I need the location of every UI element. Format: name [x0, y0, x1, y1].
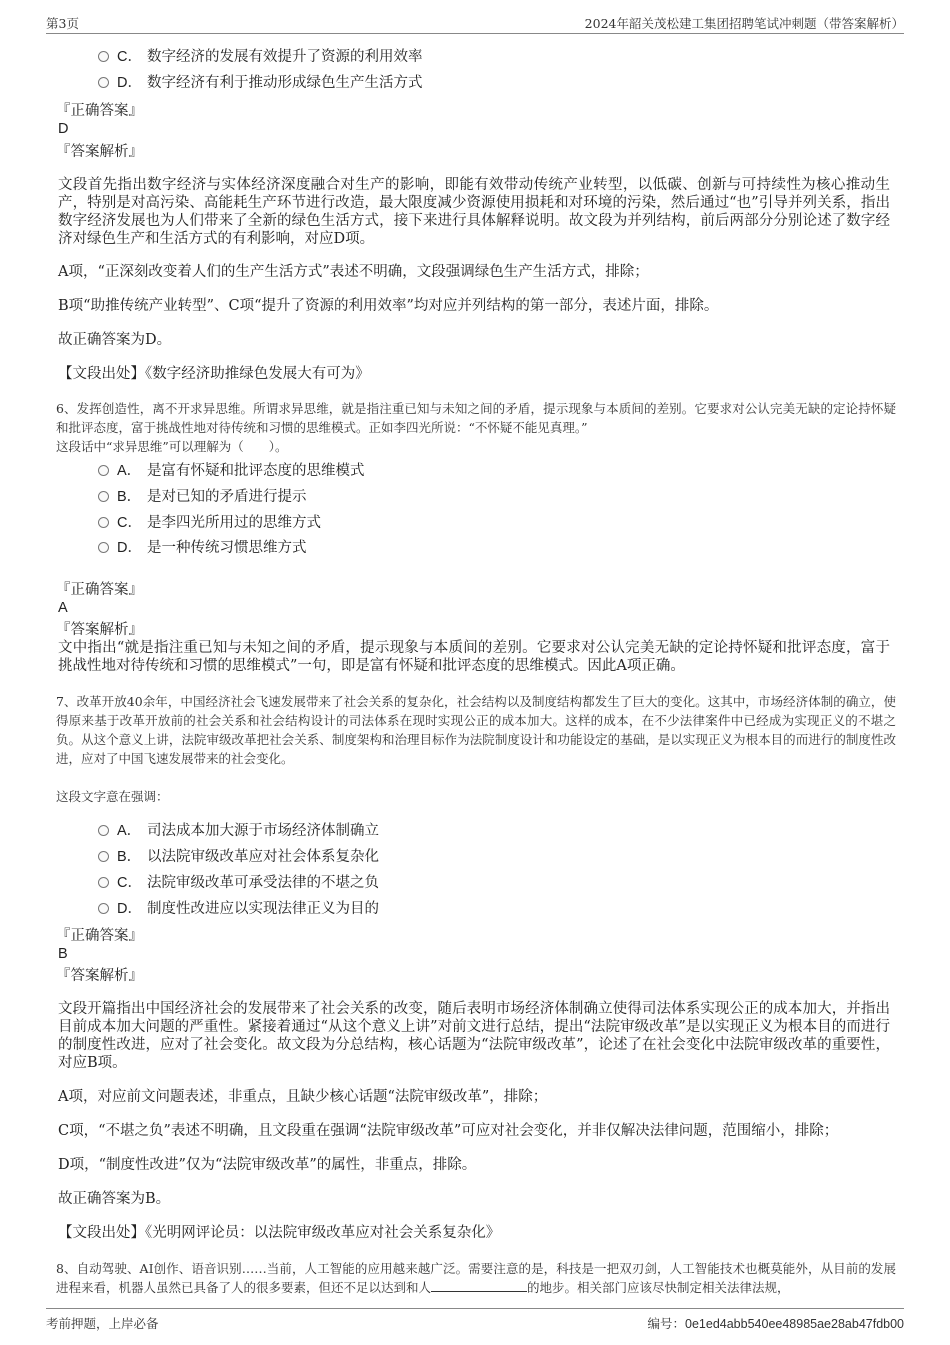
- fill-blank[interactable]: [431, 1280, 527, 1292]
- q5-analysis-line: B项“助推传统产业转型”、C项“提升了资源的利用效率”均对应并列结构的第一部分，表述片面，排除。: [58, 298, 719, 314]
- radio-icon[interactable]: [98, 851, 109, 862]
- q7-analysis-line: D项，“制度性改进”仅为“法院审级改革”的属性，非重点，排除。: [58, 1157, 477, 1173]
- q7-question-prompt: 这段文字意在强调：: [56, 789, 169, 804]
- q5-option-d[interactable]: D． 数字经济有利于推动形成绿色生产生活方式: [98, 72, 423, 94]
- q6-answer-label: 『正确答案』: [56, 582, 143, 598]
- q5-answer: D: [58, 121, 69, 137]
- q6-analysis-label: 『答案解析』: [56, 622, 143, 638]
- q5-analysis-line: A项，“正深刻改变着人们的生产生活方式”表述不明确，文段强调绿色生产生活方式，排除；: [58, 264, 649, 280]
- q6-question: 6、发挥创造性，离不开求异思维。所谓求异思维，就是指注重已知与未知之间的矛盾，提示现象与本质间的差别。它要求对公认完美无缺的定论持怀疑和批评态度，富于挑战性地对待传统和习惯的思维模式。正如李四光所说：“不怀疑不能见真理。” 这段话中“求异思维”可以理解为（ ）。: [56, 401, 896, 454]
- q7-option-b[interactable]: B． 以法院审级改革应对社会体系复杂化: [98, 846, 379, 868]
- q8-question: 8、自动驾驶、AI创作、语音识别……当前，人工智能的应用越来越广泛。需要注意的是，科技是一把双刃剑，人工智能技术也概莫能外，从目前的发展进程来看，机器人虽然已具备了人的很多要素，但还不足以达到和人 的地步。相关部门应该尽快制定相关法律法规，: [56, 1261, 896, 1295]
- q6-option-c[interactable]: C． 是李四光所用过的思维方式: [98, 512, 321, 534]
- q7-answer: B: [58, 946, 68, 962]
- q5-analysis-label: 『答案解析』: [56, 144, 143, 160]
- radio-icon[interactable]: [98, 903, 109, 914]
- footer-slogan: 考前押题，上岸必备: [46, 1316, 159, 1331]
- q7-option-c[interactable]: C． 法院审级改革可承受法律的不堪之负: [98, 872, 379, 894]
- q6-option-d[interactable]: D． 是一种传统习惯思维方式: [98, 537, 307, 559]
- radio-icon[interactable]: [98, 542, 109, 553]
- page-header: [46, 12, 904, 34]
- radio-icon[interactable]: [98, 517, 109, 528]
- q7-analysis-line: 故正确答案为B。: [58, 1191, 171, 1207]
- radio-icon[interactable]: [98, 51, 109, 62]
- radio-icon[interactable]: [98, 77, 109, 88]
- radio-icon[interactable]: [98, 465, 109, 476]
- q7-option-a[interactable]: A． 司法成本加大源于市场经济体制确立: [98, 820, 379, 842]
- q7-option-d[interactable]: D． 制度性改进应以实现法律正义为目的: [98, 898, 379, 920]
- q7-source: 【文段出处】《光明网评论员：以法院审级改革应对社会关系复杂化》: [58, 1225, 501, 1241]
- page-number: 第3页: [46, 16, 79, 31]
- q6-answer: A: [58, 600, 68, 616]
- q7-answer-label: 『正确答案』: [56, 928, 143, 944]
- radio-icon[interactable]: [98, 825, 109, 836]
- q6-option-b[interactable]: B． 是对已知的矛盾进行提示: [98, 486, 307, 508]
- q5-analysis: 文段首先指出数字经济与实体经济深度融合对生产的影响，即能有效带动传统产业转型，以低碳、创新与可持续性为核心推动生产，特别是对高污染、高能耗生产环节进行改造，最大限度减少资源使用损耗和对环境的污染，然后通过“也”引导并列关系，指出数字经济发展也为人们带来了全新的绿色生活方式，接下来进行具体解释说明。故文段为并列结构，前后两部分分别论述了数字经济对绿色生产和生活方式的有利影响，对应D项。: [58, 177, 890, 247]
- q5-source: 【文段出处】《数字经济助推绿色发展大有可为》: [58, 366, 370, 382]
- q6-option-a[interactable]: A． 是富有怀疑和批评态度的思维模式: [98, 460, 365, 482]
- q7-analysis-line: C项，“不堪之负”表述不明确，且文段重在强调“法院审级改革”可应对社会变化，并非仅解决法律问题，范围缩小，排除；: [58, 1123, 839, 1139]
- q7-analysis: 文段开篇指出中国经济社会的发展带来了社会关系的改变，随后表明市场经济体制确立使得司法体系实现公正的成本加大，并指出目前成本加大问题的严重性。紧接着通过“从这个意义上讲”对前文进行总结，提出“法院审级改革”是以实现正义为根本目的而进行的制度性改进，应对了社会变化。故文段为分总结构，核心话题为“法院审级改革”，论述了在社会变化中法院审级改革的重要性，对应B项。: [58, 1001, 890, 1071]
- q5-analysis-line: 故正确答案为D。: [58, 332, 172, 348]
- document-id: 编号：0e1ed4abb540ee48985ae28ab47fdb00: [647, 1317, 904, 1331]
- q5-answer-label: 『正确答案』: [56, 103, 143, 119]
- q7-analysis-line: A项，对应前文问题表述，非重点，且缺少核心话题“法院审级改革”，排除；: [58, 1089, 548, 1105]
- document-title: 2024年韶关茂松建工集团招聘笔试冲刺题（带答案解析）: [584, 16, 904, 31]
- q7-question: 7、改革开放40余年，中国经济社会飞速发展带来了社会关系的复杂化，社会结构以及制度结构都发生了巨大的变化。这其中，市场经济体制的确立，使得原来基于改革开放前的社会关系和社会结构设计的司法体系在现时实现公正的成本加大。这样的成本，在不少法律案件中已经成为实现正义的不堪之负。从这个意义上讲，法院审级改革把社会关系、制度架构和治理目标作为法院制度设计和功能设定的基础，是以实现正义为根本目的而进行的制度性改进，应对了中国飞速发展带来的社会变化。: [56, 694, 896, 766]
- radio-icon[interactable]: [98, 491, 109, 502]
- radio-icon[interactable]: [98, 877, 109, 888]
- q6-analysis: 文中指出“就是指注重已知与未知之间的矛盾，提示现象与本质间的差别。它要求对公认完美无缺的定论持怀疑和批评态度，富于挑战性地对待传统和习惯的思维模式”一句，即是富有怀疑和批评态度的思维模式。因此A项正确。: [58, 640, 890, 674]
- q5-option-c[interactable]: C． 数字经济的发展有效提升了资源的利用效率: [98, 46, 423, 68]
- q7-analysis-label: 『答案解析』: [56, 968, 143, 984]
- page-footer: [46, 1308, 904, 1332]
